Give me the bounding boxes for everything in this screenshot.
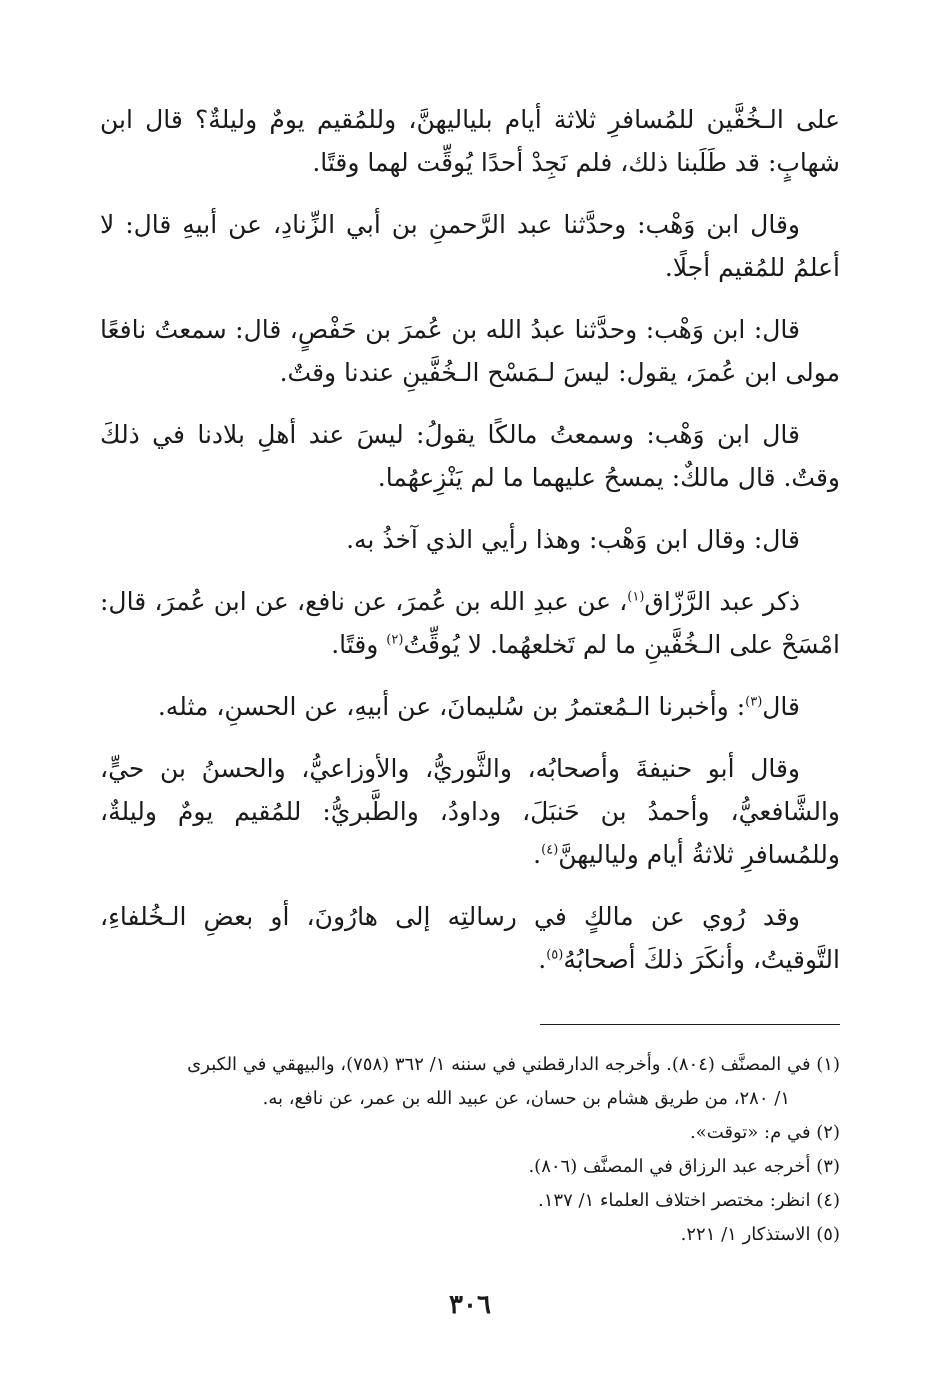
footnote-reference[interactable]: (٥) xyxy=(546,947,564,963)
paragraph xyxy=(100,685,840,728)
footnote: (٤) انظر: مختصر اختلاف العلماء ١/ ١٣٧. xyxy=(538,1190,840,1211)
footnote: (١) في المصنَّف (٨٠٤). وأخرجه الدارقطني في سننه ١/ ٣٦٢ (٧٥٨)، والبيهقي في الكبرى xyxy=(187,1054,840,1075)
text-run: على الـخُفَّين للمُسافرِ ثلاثة أيام بلياليهنَّ، وللمُقيم يومٌ وليلةٌ؟ قال ابن شهابٍ: قد طَلَبنا ذلك، فلم نَجِدْ أحدًا يُوقِّت لهما وقتًا. xyxy=(100,105,840,177)
footnote-reference[interactable]: (٢) xyxy=(386,632,404,648)
paragraph xyxy=(100,308,840,394)
text-run: قال xyxy=(762,692,800,721)
footnote-continuation: ١/ ٢٨٠، من طريق هشام بن حسان، عن عبيد الله بن عمر، عن نافع، به. xyxy=(262,1088,790,1109)
footnote-reference[interactable]: (٣) xyxy=(745,694,763,710)
footnote: (٣) أخرجه عبد الرزاق في المصنَّف (٨٠٦). xyxy=(528,1156,840,1177)
footnote: (٢) في م: «توقت». xyxy=(689,1122,840,1143)
text-run: قال: وقال ابن وَهْب: وهذا رأيي الذي آخذُ به. xyxy=(346,525,800,554)
paragraph xyxy=(100,895,840,981)
text-run: وقال أبو حنيفةَ وأصحابُه، والثَّوريُّ، والأوزاعيُّ، والحسنُ بن حيٍّ، والشَّافعيُّ، وأحمدُ بن حَنبَلَ، وداودُ، والطَّبريُّ: للمُقيم يومٌ وليلةٌ، وللمُسافرِ ثلاثةُ أيام ولياليهنَّ xyxy=(100,754,840,869)
paragraph xyxy=(100,580,840,666)
paragraph xyxy=(100,518,840,561)
footnotes-section xyxy=(100,1048,840,1252)
paragraph xyxy=(100,203,840,289)
main-text xyxy=(100,98,840,1000)
text-run: . xyxy=(538,945,547,974)
text-run: ، عن عبدِ الله بن عُمرَ، عن نافع، عن ابن عُمرَ، قال: امْسَحْ على الـخُفَّينِ ما لم تَخلعهُما. لا يُوقِّتُ xyxy=(100,587,840,659)
text-run: قال ابن وَهْب: وسمعتُ مالكًا يقولُ: ليسَ عند أهلِ بلادنا في ذلكَ وقتٌ. قال مالكٌ: يمسحُ عليهما ما لم يَنْزِعهُما. xyxy=(100,420,840,492)
text-run: وقال ابن وَهْب: وحدَّثنا عبد الرَّحمنِ بن أبي الزِّنادِ، عن أبيهِ قال: لا أعلمُ للمُقيم أجلًا. xyxy=(100,210,840,282)
page-number: ٣٠٦ xyxy=(449,1290,491,1320)
footnote-divider xyxy=(540,1024,840,1025)
text-run: : وأخبرنا الـمُعتمرُ بن سُليمانَ، عن أبيهِ، عن الحسنِ، مثله. xyxy=(157,692,746,721)
paragraph xyxy=(100,413,840,499)
footnote: (٥) الاستذكار ١/ ٢٢١. xyxy=(680,1224,840,1245)
footnote-reference[interactable]: (٤) xyxy=(541,842,559,858)
text-run: ذكر عبد الرَّزّاق xyxy=(644,587,800,616)
text-run: . xyxy=(533,840,542,869)
text-run: قال: ابن وَهْب: وحدَّثنا عبدُ الله بن عُمرَ بن حَفْصٍ، قال: سمعتُ نافعًا مولى ابن عُمرَ، يقول: ليسَ لـمَسْح الـخُفَّينِ عندنا وقتٌ. xyxy=(100,315,840,387)
footnote-reference[interactable]: (١) xyxy=(627,589,645,605)
text-run: وقتًا. xyxy=(331,630,387,659)
paragraph xyxy=(100,747,840,876)
text-run: وقد رُوي عن مالكٍ في رسالتِه إلى هارُونَ، أو بعضِ الـخُلفاءِ، التَّوقيتُ، وأنكَرَ ذلكَ أصحابُهُ xyxy=(100,902,840,974)
paragraph xyxy=(100,98,840,184)
